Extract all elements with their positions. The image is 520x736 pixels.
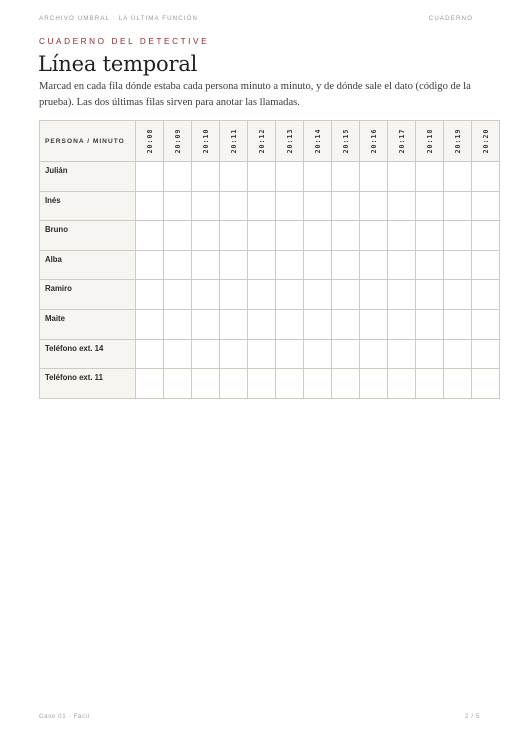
table-row <box>40 280 500 310</box>
timeline-cell[interactable] <box>248 280 276 310</box>
timeline-cell[interactable] <box>444 221 472 251</box>
timeline-cell[interactable] <box>360 191 388 221</box>
minute-header <box>444 121 472 162</box>
timeline-cell[interactable] <box>332 250 360 280</box>
timeline-cell[interactable] <box>192 339 220 369</box>
timeline-cell[interactable] <box>276 339 304 369</box>
minute-label: 20:10 <box>201 128 210 154</box>
timeline-cell[interactable] <box>248 309 276 339</box>
minute-label: 20:13 <box>285 128 294 154</box>
timeline-cell[interactable] <box>416 191 444 221</box>
timeline-cell[interactable] <box>472 309 500 339</box>
timeline-cell[interactable] <box>304 162 332 192</box>
timeline-cell[interactable] <box>220 250 248 280</box>
footer-case-label: Caso 01 · Fácil <box>39 713 90 720</box>
timeline-cell[interactable] <box>276 369 304 399</box>
timeline-cell[interactable] <box>360 250 388 280</box>
timeline-cell[interactable] <box>192 309 220 339</box>
timeline-cell[interactable] <box>164 162 192 192</box>
timeline-cell[interactable] <box>472 369 500 399</box>
timeline-cell[interactable] <box>248 369 276 399</box>
timeline-cell[interactable] <box>416 369 444 399</box>
minute-label: 20:08 <box>145 128 154 154</box>
timeline-cell[interactable] <box>332 309 360 339</box>
row-label: Teléfono ext. 11 <box>40 369 136 399</box>
timeline-cell[interactable] <box>248 162 276 192</box>
timeline-cell[interactable] <box>388 309 416 339</box>
timeline-cell[interactable] <box>248 221 276 251</box>
intro-paragraph: Marcad en cada fila dónde estaba cada persona minuto a minuto, y de dónde sale el dato (código de la prueba). Las dos últimas filas sirven para anotar las llamadas. <box>39 81 471 108</box>
timeline-cell[interactable] <box>276 191 304 221</box>
minute-header <box>388 121 416 162</box>
minute-label: 20:14 <box>313 128 322 154</box>
timeline-cell[interactable] <box>360 162 388 192</box>
row-label: Alba <box>40 250 136 280</box>
timeline-cell[interactable] <box>304 280 332 310</box>
minute-label: 20:12 <box>257 128 266 154</box>
timeline-cell[interactable] <box>416 309 444 339</box>
timeline-cell[interactable] <box>220 339 248 369</box>
timeline-cell[interactable] <box>220 221 248 251</box>
timeline-cell[interactable] <box>416 339 444 369</box>
minute-label: 20:15 <box>341 128 350 154</box>
timeline-cell[interactable] <box>388 162 416 192</box>
timeline-cell[interactable] <box>472 221 500 251</box>
timeline-cell[interactable] <box>164 369 192 399</box>
timeline-cell[interactable] <box>388 250 416 280</box>
timeline-cell[interactable] <box>472 162 500 192</box>
timeline-cell[interactable] <box>192 221 220 251</box>
timeline-cell[interactable] <box>248 339 276 369</box>
timeline-cell[interactable] <box>332 191 360 221</box>
timeline-cell[interactable] <box>276 162 304 192</box>
row-label: Ramiro <box>40 280 136 310</box>
timeline-cell[interactable] <box>388 339 416 369</box>
timeline-cell[interactable] <box>388 191 416 221</box>
row-label: Inés <box>40 191 136 221</box>
timeline-cell[interactable] <box>332 369 360 399</box>
timeline-cell[interactable] <box>164 221 192 251</box>
timeline-cell[interactable] <box>304 309 332 339</box>
timeline-cell[interactable] <box>472 191 500 221</box>
minute-header <box>220 121 248 162</box>
timeline-table <box>39 120 500 399</box>
timeline-cell[interactable] <box>472 250 500 280</box>
row-label: Maite <box>40 309 136 339</box>
minute-header <box>304 121 332 162</box>
timeline-cell[interactable] <box>360 221 388 251</box>
timeline-cell[interactable] <box>388 221 416 251</box>
timeline-cell[interactable] <box>164 250 192 280</box>
timeline-cell[interactable] <box>248 250 276 280</box>
timeline-cell[interactable] <box>360 280 388 310</box>
timeline-cell[interactable] <box>136 280 164 310</box>
table-corner-header: PERSONA / MINUTO <box>40 121 136 162</box>
minute-header <box>192 121 220 162</box>
row-label: Teléfono ext. 14 <box>40 339 136 369</box>
timeline-cell[interactable] <box>248 191 276 221</box>
timeline-cell[interactable] <box>388 280 416 310</box>
header-archive-label: ARCHIVO UMBRAL · LA ÚLTIMA FUNCIÓN <box>39 15 199 22</box>
timeline-cell[interactable] <box>136 339 164 369</box>
timeline-cell[interactable] <box>220 309 248 339</box>
timeline-cell[interactable] <box>136 191 164 221</box>
timeline-cell[interactable] <box>332 221 360 251</box>
timeline-cell[interactable] <box>360 339 388 369</box>
timeline-cell[interactable] <box>472 280 500 310</box>
minute-label: 20:16 <box>369 128 378 154</box>
running-header <box>39 15 473 22</box>
minute-header <box>164 121 192 162</box>
minute-label: 20:09 <box>173 128 182 154</box>
timeline-cell[interactable] <box>416 162 444 192</box>
timeline-cell[interactable] <box>360 369 388 399</box>
timeline-cell[interactable] <box>192 250 220 280</box>
minute-label: 20:19 <box>453 128 462 154</box>
timeline-cell[interactable] <box>304 221 332 251</box>
timeline-cell[interactable] <box>388 369 416 399</box>
minute-header <box>472 121 500 162</box>
timeline-cell[interactable] <box>332 280 360 310</box>
minute-label: 20:18 <box>425 128 434 154</box>
timeline-cell[interactable] <box>304 250 332 280</box>
timeline-cell[interactable] <box>276 280 304 310</box>
timeline-cell[interactable] <box>164 191 192 221</box>
minute-header <box>360 121 388 162</box>
running-footer <box>39 713 480 720</box>
section-kicker: CUADERNO DEL DETECTIVE <box>39 37 210 46</box>
minute-label: 20:11 <box>229 128 238 154</box>
table-row <box>40 162 500 192</box>
table-row <box>40 339 500 369</box>
timeline-cell[interactable] <box>136 162 164 192</box>
timeline-cell[interactable] <box>444 191 472 221</box>
page-title: Línea temporal <box>38 52 198 76</box>
header-section-label: CUADERNO <box>428 15 473 22</box>
table-row <box>40 191 500 221</box>
timeline-cell[interactable] <box>220 191 248 221</box>
minute-label: 20:17 <box>397 128 406 154</box>
timeline-cell[interactable] <box>164 280 192 310</box>
timeline-cell[interactable] <box>192 369 220 399</box>
minute-header <box>248 121 276 162</box>
timeline-cell[interactable] <box>444 250 472 280</box>
table-body <box>40 162 500 399</box>
timeline-cell[interactable] <box>136 309 164 339</box>
timeline-cell[interactable] <box>136 221 164 251</box>
minute-header <box>332 121 360 162</box>
timeline-cell[interactable] <box>164 339 192 369</box>
page-number: 2 / 5 <box>464 713 480 720</box>
timeline-cell[interactable] <box>192 162 220 192</box>
timeline-cell[interactable] <box>444 309 472 339</box>
table-row <box>40 250 500 280</box>
table-row <box>40 221 500 251</box>
timeline-cell[interactable] <box>472 339 500 369</box>
timeline-cell[interactable] <box>444 339 472 369</box>
minute-label: 20:20 <box>481 128 490 154</box>
table-header-row <box>40 121 500 162</box>
minute-header <box>276 121 304 162</box>
timeline-cell[interactable] <box>416 280 444 310</box>
timeline-cell[interactable] <box>444 280 472 310</box>
row-label: Julián <box>40 162 136 192</box>
timeline-cell[interactable] <box>332 162 360 192</box>
timeline-cell[interactable] <box>332 339 360 369</box>
row-label: Bruno <box>40 221 136 251</box>
timeline-cell[interactable] <box>444 162 472 192</box>
timeline-cell[interactable] <box>192 280 220 310</box>
table-row <box>40 369 500 399</box>
table-row <box>40 309 500 339</box>
timeline-cell[interactable] <box>164 309 192 339</box>
timeline-cell[interactable] <box>276 250 304 280</box>
minute-header <box>136 121 164 162</box>
timeline-cell[interactable] <box>276 221 304 251</box>
timeline-cell[interactable] <box>416 250 444 280</box>
timeline-cell[interactable] <box>220 162 248 192</box>
timeline-cell[interactable] <box>304 369 332 399</box>
timeline-cell[interactable] <box>220 280 248 310</box>
timeline-cell[interactable] <box>136 250 164 280</box>
timeline-cell[interactable] <box>304 339 332 369</box>
timeline-cell[interactable] <box>136 369 164 399</box>
timeline-cell[interactable] <box>416 221 444 251</box>
timeline-cell[interactable] <box>444 369 472 399</box>
timeline-cell[interactable] <box>360 309 388 339</box>
timeline-cell[interactable] <box>192 191 220 221</box>
minute-header <box>416 121 444 162</box>
timeline-cell[interactable] <box>276 309 304 339</box>
timeline-cell[interactable] <box>220 369 248 399</box>
timeline-cell[interactable] <box>304 191 332 221</box>
